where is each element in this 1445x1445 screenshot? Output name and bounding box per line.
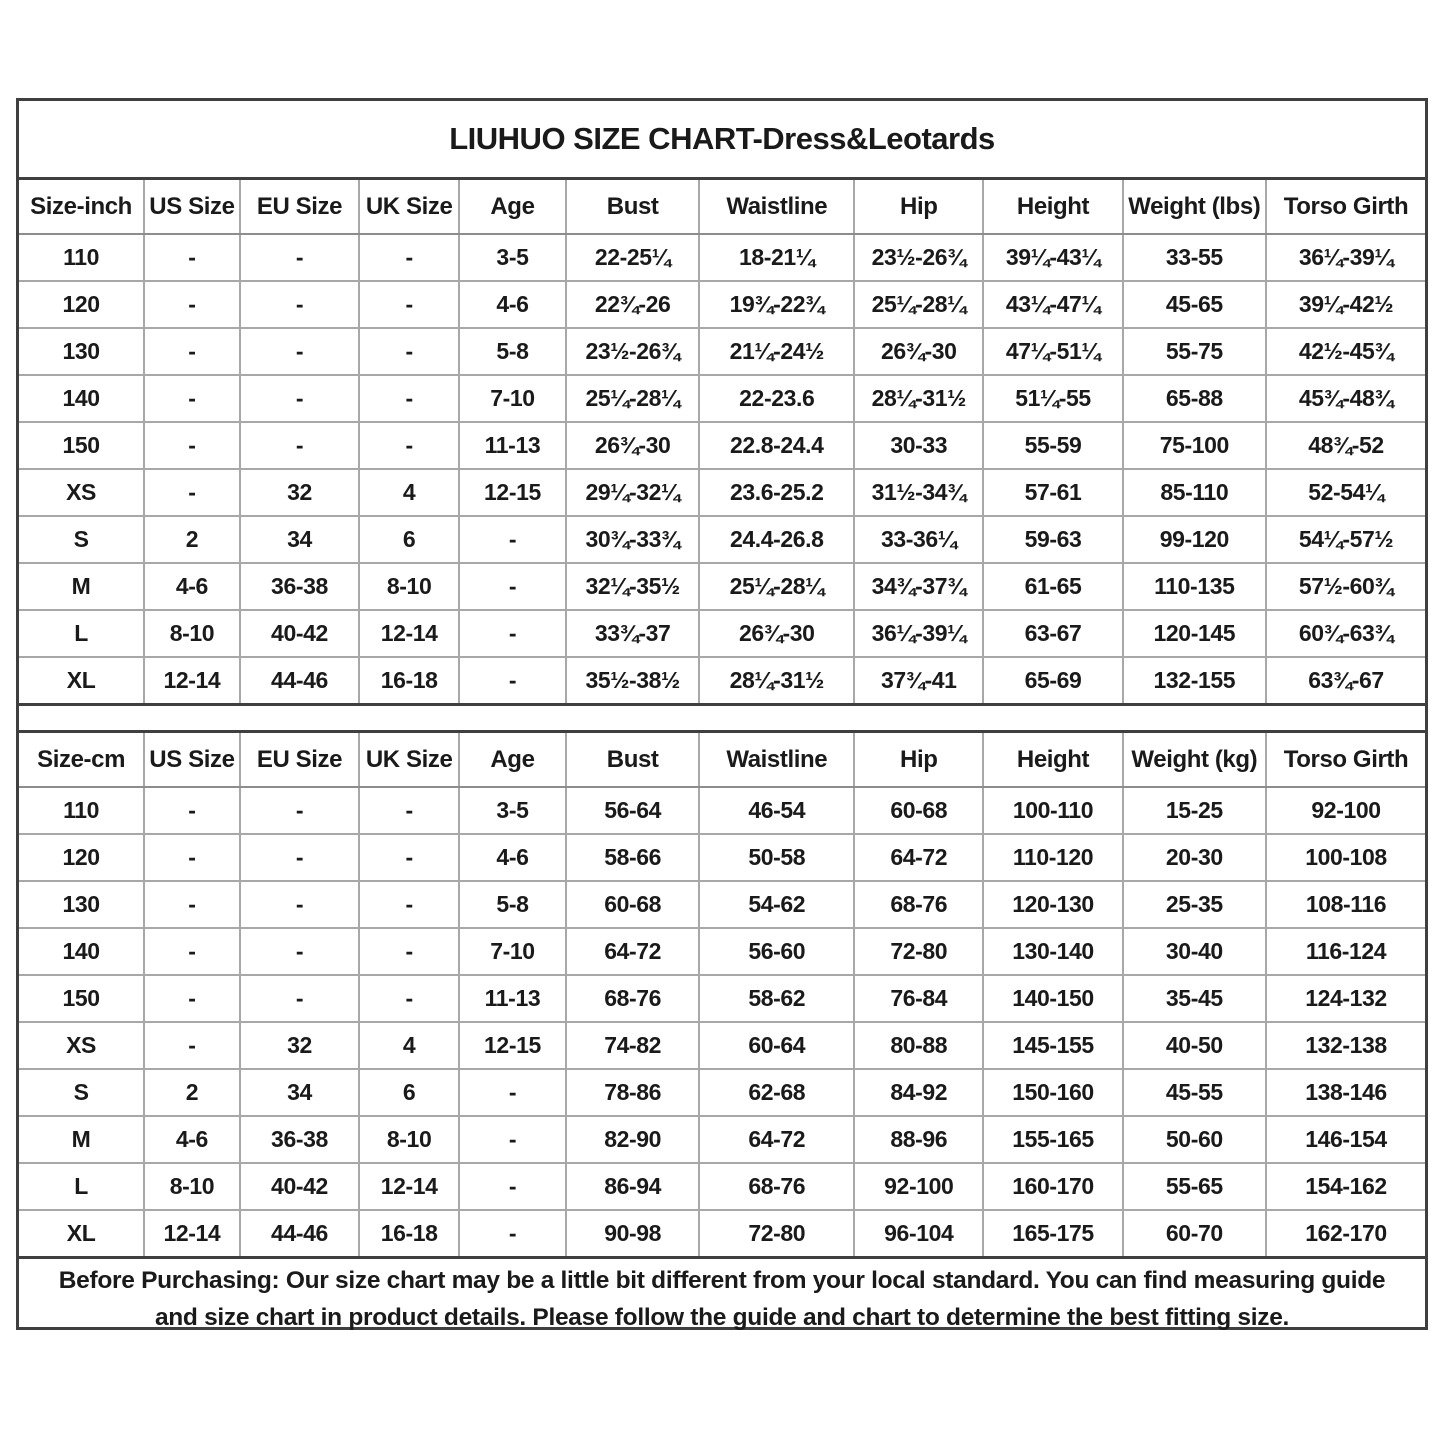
table-cell: 8-10 — [144, 610, 240, 657]
header-cell: Height — [983, 179, 1122, 235]
table-cell: 92-100 — [854, 1163, 983, 1210]
table-row — [19, 881, 1425, 928]
table-cell: 59-63 — [983, 516, 1122, 563]
table-cell: 7-10 — [459, 375, 566, 422]
table-cell: 21¼-24½ — [699, 328, 854, 375]
table-cell: - — [359, 234, 459, 281]
table-cell: 75-100 — [1123, 422, 1266, 469]
table-cell: 44-46 — [240, 1210, 360, 1258]
table-cell: - — [240, 281, 360, 328]
table-cell: 4-6 — [459, 281, 566, 328]
header-cell: Waistline — [699, 179, 854, 235]
table-cell: 11-13 — [459, 422, 566, 469]
table-row — [19, 928, 1425, 975]
table-cell: 36-38 — [240, 563, 360, 610]
table-cell: - — [144, 834, 240, 881]
table-cell: 6 — [359, 516, 459, 563]
table-cell: 120-130 — [983, 881, 1122, 928]
table-cell: - — [359, 975, 459, 1022]
table-cell: - — [144, 234, 240, 281]
header-cell: Weight (kg) — [1123, 732, 1266, 788]
table-row — [19, 516, 1425, 563]
size-label-cell: 110 — [19, 787, 144, 834]
table-cell: 35½-38½ — [566, 657, 700, 705]
table-cell: 50-58 — [699, 834, 854, 881]
table-cell: 78-86 — [566, 1069, 700, 1116]
header-cell: EU Size — [240, 732, 360, 788]
table-cell: 68-76 — [699, 1163, 854, 1210]
table-cell: 12-14 — [144, 1210, 240, 1258]
table-cell: 150-160 — [983, 1069, 1122, 1116]
table-cell: 12-14 — [144, 657, 240, 705]
table-row — [19, 787, 1425, 834]
table-cell: 62-68 — [699, 1069, 854, 1116]
table-cell: 138-146 — [1266, 1069, 1425, 1116]
table-cell: 55-59 — [983, 422, 1122, 469]
table-cell: - — [459, 657, 566, 705]
table-cell: 72-80 — [699, 1210, 854, 1258]
table-cell: 96-104 — [854, 1210, 983, 1258]
size-label-cell: XS — [19, 1022, 144, 1069]
table-cell: 56-60 — [699, 928, 854, 975]
size-label-cell: L — [19, 610, 144, 657]
table-cell: 12-14 — [359, 610, 459, 657]
table-cell: 90-98 — [566, 1210, 700, 1258]
table-cell: 39¼-43¼ — [983, 234, 1122, 281]
size-label-cell: 140 — [19, 928, 144, 975]
table-cell: - — [240, 375, 360, 422]
table-cell: 54-62 — [699, 881, 854, 928]
purchase-note: Before Purchasing: Our size chart may be a little bit different from your local standard. You can find measuring guide and size chart in product details. Please follow the guide and chart to determine the best fitting size. — [58, 1267, 1386, 1331]
header-cell: Torso Girth — [1266, 732, 1425, 788]
size-chart-box — [16, 98, 1428, 1330]
table-cell: 36¼-39¼ — [854, 610, 983, 657]
size-label-cell: 120 — [19, 834, 144, 881]
table-cell: 16-18 — [359, 657, 459, 705]
table-cell: 42½-45¾ — [1266, 328, 1425, 375]
table-row — [19, 328, 1425, 375]
table-row — [19, 1116, 1425, 1163]
table-cell: - — [240, 234, 360, 281]
table-cell: - — [144, 328, 240, 375]
table-cell: - — [144, 469, 240, 516]
table-cell: 28¼-31½ — [854, 375, 983, 422]
size-label-cell: M — [19, 1116, 144, 1163]
table-cell: 23.6-25.2 — [699, 469, 854, 516]
size-label-cell: XL — [19, 657, 144, 705]
table-cell: 84-92 — [854, 1069, 983, 1116]
table-row — [19, 563, 1425, 610]
table-cell: - — [459, 563, 566, 610]
table-cell: 3-5 — [459, 234, 566, 281]
table-cell: 34 — [240, 1069, 360, 1116]
table-cell: 56-64 — [566, 787, 700, 834]
table-cell: 72-80 — [854, 928, 983, 975]
table-cell: 40-42 — [240, 1163, 360, 1210]
table-cell: - — [240, 975, 360, 1022]
table-cell: 44-46 — [240, 657, 360, 705]
table-cell: 24.4-26.8 — [699, 516, 854, 563]
size-label-cell: S — [19, 1069, 144, 1116]
table-cell: 155-165 — [983, 1116, 1122, 1163]
table-cell: 146-154 — [1266, 1116, 1425, 1163]
header-row — [19, 732, 1425, 788]
header-cell: Bust — [566, 179, 700, 235]
table-cell: 108-116 — [1266, 881, 1425, 928]
table-cell: 92-100 — [1266, 787, 1425, 834]
table-cell: 65-88 — [1123, 375, 1266, 422]
table-cell: 6 — [359, 1069, 459, 1116]
table-cell: 40-50 — [1123, 1022, 1266, 1069]
table-cell: - — [359, 834, 459, 881]
table-cell: 100-110 — [983, 787, 1122, 834]
table-cell: 22-25¼ — [566, 234, 700, 281]
table-row — [19, 1210, 1425, 1258]
table-row — [19, 281, 1425, 328]
table-cell: - — [459, 1210, 566, 1258]
table-row — [19, 1069, 1425, 1116]
table-cell: - — [459, 1116, 566, 1163]
table-cell: 60-70 — [1123, 1210, 1266, 1258]
table-cell: - — [144, 1022, 240, 1069]
table-cell: 3-5 — [459, 787, 566, 834]
size-label-cell: L — [19, 1163, 144, 1210]
header-cell: Height — [983, 732, 1122, 788]
table-cell: - — [359, 881, 459, 928]
table-cell: - — [144, 881, 240, 928]
table-cell: 120-145 — [1123, 610, 1266, 657]
size-label-cell: XS — [19, 469, 144, 516]
table-cell: 22.8-24.4 — [699, 422, 854, 469]
table-cell: 4 — [359, 469, 459, 516]
table-cell: 99-120 — [1123, 516, 1266, 563]
table-cell: 7-10 — [459, 928, 566, 975]
table-cell: - — [359, 375, 459, 422]
table-row — [19, 375, 1425, 422]
table-cell: - — [240, 787, 360, 834]
header-cell: US Size — [144, 179, 240, 235]
table-cell: 40-42 — [240, 610, 360, 657]
size-label-cell: 140 — [19, 375, 144, 422]
table-cell: 63-67 — [983, 610, 1122, 657]
table-cell: 50-60 — [1123, 1116, 1266, 1163]
table-cell: 68-76 — [854, 881, 983, 928]
table-cell: 162-170 — [1266, 1210, 1425, 1258]
size-label-cell: 150 — [19, 422, 144, 469]
table-cell: 25-35 — [1123, 881, 1266, 928]
table-cell: 26¾-30 — [854, 328, 983, 375]
header-row — [19, 179, 1425, 235]
table-cell: 23½-26¾ — [854, 234, 983, 281]
table-cell: 34¾-37¾ — [854, 563, 983, 610]
table-cell: - — [359, 787, 459, 834]
table-cell: 80-88 — [854, 1022, 983, 1069]
table-row — [19, 469, 1425, 516]
table-cell: 57-61 — [983, 469, 1122, 516]
table-cell: 45¾-48¾ — [1266, 375, 1425, 422]
table-row — [19, 1163, 1425, 1210]
table-cell: 61-65 — [983, 563, 1122, 610]
table-cell: 45-55 — [1123, 1069, 1266, 1116]
table-cell: 57½-60¾ — [1266, 563, 1425, 610]
header-cell: US Size — [144, 732, 240, 788]
table-cell: 31½-34¾ — [854, 469, 983, 516]
table-cell: 4-6 — [144, 563, 240, 610]
table-cell: 15-25 — [1123, 787, 1266, 834]
table-cell: 26¾-30 — [699, 610, 854, 657]
table-cell: 39¼-42½ — [1266, 281, 1425, 328]
header-cell: Waistline — [699, 732, 854, 788]
header-cell: UK Size — [359, 732, 459, 788]
table-cell: 60-64 — [699, 1022, 854, 1069]
table-cell: 23½-26¾ — [566, 328, 700, 375]
table-cell: - — [359, 281, 459, 328]
table-cell: 65-69 — [983, 657, 1122, 705]
table-cell: - — [359, 422, 459, 469]
table-cell: 28¼-31½ — [699, 657, 854, 705]
table-cell: 86-94 — [566, 1163, 700, 1210]
table-cell: 116-124 — [1266, 928, 1425, 975]
table-gap — [19, 706, 1425, 730]
table-cell: 132-138 — [1266, 1022, 1425, 1069]
table-cell: 35-45 — [1123, 975, 1266, 1022]
table-cell: 30¾-33¾ — [566, 516, 700, 563]
table-cell: - — [240, 328, 360, 375]
table-cell: 36-38 — [240, 1116, 360, 1163]
table-cell: 12-14 — [359, 1163, 459, 1210]
table-cell: 5-8 — [459, 328, 566, 375]
size-label-cell: 130 — [19, 328, 144, 375]
table-row — [19, 975, 1425, 1022]
table-cell: 11-13 — [459, 975, 566, 1022]
table-cell: 58-66 — [566, 834, 700, 881]
header-cell: EU Size — [240, 179, 360, 235]
size-label-cell: M — [19, 563, 144, 610]
table-cell: 85-110 — [1123, 469, 1266, 516]
table-cell: - — [240, 928, 360, 975]
table-cell: 60-68 — [566, 881, 700, 928]
table-cell: 74-82 — [566, 1022, 700, 1069]
table-cell: 124-132 — [1266, 975, 1425, 1022]
table-cell: 154-162 — [1266, 1163, 1425, 1210]
table-cell: 64-72 — [566, 928, 700, 975]
table-cell: 25¼-28¼ — [854, 281, 983, 328]
table-cell: 46-54 — [699, 787, 854, 834]
size-label-cell: 110 — [19, 234, 144, 281]
header-cell: Torso Girth — [1266, 179, 1425, 235]
table-cell: - — [459, 610, 566, 657]
table-cell: - — [240, 834, 360, 881]
table-cell: 110-120 — [983, 834, 1122, 881]
table-cell: 5-8 — [459, 881, 566, 928]
header-cell: Age — [459, 732, 566, 788]
table-cell: 33¾-37 — [566, 610, 700, 657]
table-cell: 55-75 — [1123, 328, 1266, 375]
table-cell: 34 — [240, 516, 360, 563]
table-cell: 16-18 — [359, 1210, 459, 1258]
table-cell: 37¾-41 — [854, 657, 983, 705]
table-cell: 68-76 — [566, 975, 700, 1022]
table-cell: 32¼-35½ — [566, 563, 700, 610]
table-cell: - — [240, 422, 360, 469]
size-table-inch — [19, 177, 1425, 706]
table-row — [19, 1022, 1425, 1069]
table-cell: 60-68 — [854, 787, 983, 834]
table-row — [19, 610, 1425, 657]
header-cell: Age — [459, 179, 566, 235]
table-row — [19, 234, 1425, 281]
table-cell: 22-23.6 — [699, 375, 854, 422]
table-cell: 4 — [359, 1022, 459, 1069]
header-cell: Hip — [854, 732, 983, 788]
table-cell: 22¾-26 — [566, 281, 700, 328]
table-cell: 4-6 — [144, 1116, 240, 1163]
table-cell: 54¼-57½ — [1266, 516, 1425, 563]
table-cell: 18-21¼ — [699, 234, 854, 281]
header-cell: UK Size — [359, 179, 459, 235]
table-cell: 30-40 — [1123, 928, 1266, 975]
table-cell: 52-54¼ — [1266, 469, 1425, 516]
table-cell: 33-36¼ — [854, 516, 983, 563]
table-cell: - — [144, 375, 240, 422]
table-cell: - — [144, 928, 240, 975]
table-cell: 48¾-52 — [1266, 422, 1425, 469]
table-cell: 33-55 — [1123, 234, 1266, 281]
table-cell: 165-175 — [983, 1210, 1122, 1258]
table-cell: 63¾-67 — [1266, 657, 1425, 705]
table-cell: 58-62 — [699, 975, 854, 1022]
size-label-cell: 120 — [19, 281, 144, 328]
table-cell: 100-108 — [1266, 834, 1425, 881]
table-cell: 64-72 — [699, 1116, 854, 1163]
table-cell: 45-65 — [1123, 281, 1266, 328]
table-cell: - — [459, 1163, 566, 1210]
table-cell: 130-140 — [983, 928, 1122, 975]
table-cell: 20-30 — [1123, 834, 1266, 881]
table-cell: 4-6 — [459, 834, 566, 881]
table-cell: 47¼-51¼ — [983, 328, 1122, 375]
table-cell: 145-155 — [983, 1022, 1122, 1069]
size-label-cell: 150 — [19, 975, 144, 1022]
page-title: LIUHUO SIZE CHART-Dress&Leotards — [449, 121, 995, 156]
table-cell: 25¼-28¼ — [566, 375, 700, 422]
table-cell: - — [240, 881, 360, 928]
table-cell: 51¼-55 — [983, 375, 1122, 422]
header-cell: Weight (lbs) — [1123, 179, 1266, 235]
table-cell: 29¼-32¼ — [566, 469, 700, 516]
table-cell: 30-33 — [854, 422, 983, 469]
table-cell: 82-90 — [566, 1116, 700, 1163]
table-cell: 110-135 — [1123, 563, 1266, 610]
table-cell: 2 — [144, 516, 240, 563]
table-cell: 12-15 — [459, 469, 566, 516]
table-cell: 88-96 — [854, 1116, 983, 1163]
table-cell: 60¾-63¾ — [1266, 610, 1425, 657]
table-cell: 140-150 — [983, 975, 1122, 1022]
table-cell: 64-72 — [854, 834, 983, 881]
size-label-cell: S — [19, 516, 144, 563]
table-cell: - — [359, 928, 459, 975]
table-cell: - — [459, 516, 566, 563]
table-cell: 132-155 — [1123, 657, 1266, 705]
header-cell: Size-cm — [19, 732, 144, 788]
table-cell: - — [459, 1069, 566, 1116]
table-cell: - — [144, 281, 240, 328]
table-cell: 160-170 — [983, 1163, 1122, 1210]
table-cell: 76-84 — [854, 975, 983, 1022]
size-label-cell: XL — [19, 1210, 144, 1258]
table-cell: 8-10 — [144, 1163, 240, 1210]
table-cell: - — [144, 422, 240, 469]
table-cell: 8-10 — [359, 1116, 459, 1163]
header-cell: Hip — [854, 179, 983, 235]
table-row — [19, 657, 1425, 705]
table-cell: 32 — [240, 1022, 360, 1069]
table-cell: - — [144, 975, 240, 1022]
table-cell: 2 — [144, 1069, 240, 1116]
size-label-cell: 130 — [19, 881, 144, 928]
size-table-cm — [19, 730, 1425, 1259]
table-cell: 26¾-30 — [566, 422, 700, 469]
table-cell: 8-10 — [359, 563, 459, 610]
header-cell: Size-inch — [19, 179, 144, 235]
table-cell: 36¼-39¼ — [1266, 234, 1425, 281]
table-cell: - — [359, 328, 459, 375]
table-cell: 25¼-28¼ — [699, 563, 854, 610]
table-cell: 12-15 — [459, 1022, 566, 1069]
table-cell: 32 — [240, 469, 360, 516]
table-cell: 43¼-47¼ — [983, 281, 1122, 328]
table-cell: 55-65 — [1123, 1163, 1266, 1210]
table-row — [19, 422, 1425, 469]
table-cell: 19¾-22¾ — [699, 281, 854, 328]
header-cell: Bust — [566, 732, 700, 788]
table-row — [19, 834, 1425, 881]
table-cell: - — [144, 787, 240, 834]
